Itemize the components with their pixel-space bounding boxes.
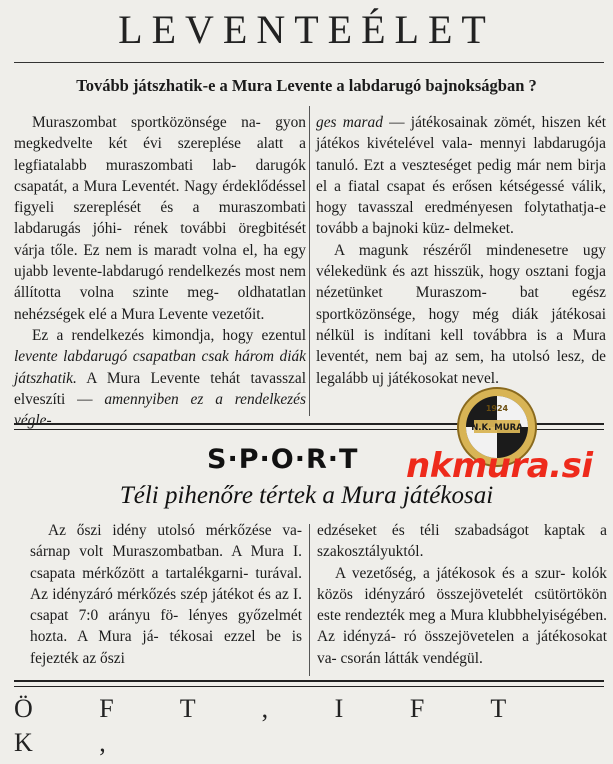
text-line: Az őszi idény utolsó mérkőzése va- <box>48 522 302 539</box>
text-line: bat egész sportközönsége, hogy még <box>316 284 606 323</box>
text-line: kolók közös idényzáró összejövetelét <box>317 564 607 603</box>
article2-headline: Téli pihenőre tértek a Mura játékosai <box>119 482 494 509</box>
italic-text: levente labdarugó csapatban <box>14 348 196 366</box>
text-line: most nem állította volna szinte meg- <box>14 263 306 302</box>
text-line: A magunk részéről mindenesetre <box>334 241 569 259</box>
masthead-title: LEVENTEÉLET <box>118 7 495 52</box>
text-line: uj játékosokat nevel. <box>372 369 499 387</box>
cutoff-text: Ö F T , I F T K , <box>14 694 536 757</box>
italic-text: ges marad <box>316 114 383 131</box>
column-divider <box>309 106 310 416</box>
text-line: csorán látták vendégül. <box>340 649 483 667</box>
text-line: Muraszombat sportközönsége na- <box>32 114 261 131</box>
text-line: delmeket. <box>453 220 514 238</box>
text-line: I. csapata mérkőzött a tartalékgarni- <box>30 543 302 582</box>
text-line: továbbra is a Mura leventét, nem baj <box>316 326 606 366</box>
text-line: a fiatal csapat és erősen kétségessé <box>334 177 565 195</box>
text-line: Levente tehát tavasszal elveszíti — <box>14 369 306 408</box>
cutoff-next-headline <box>14 694 604 757</box>
masthead-rule <box>14 62 604 63</box>
text-line: lényes győzelmét hozta. A Mura já- <box>30 607 302 646</box>
text-line: edzéseket és téli szabadságot kaptak <box>317 522 586 539</box>
text-line: ezentul <box>261 326 306 344</box>
text-line: turával. Az idényzáró mérkőzés szép <box>30 564 302 603</box>
article1-right-column <box>316 112 606 389</box>
logo-year: 1924 <box>485 404 509 413</box>
article1-paragraph-1 <box>14 112 306 325</box>
article2-paragraph-3 <box>317 563 607 669</box>
article1-headline: Tovább játszhatik-e a Mura Levente a labdarugó bajnokságban ? <box>76 76 537 95</box>
text-line: sárnap volt Muraszombatban. A Mura <box>30 543 284 561</box>
text-line: Nagy érdeklődéssel figyeli szereplését <box>14 177 306 217</box>
text-line: ugy vélekedünk és azt hisszük, hogy <box>316 241 606 281</box>
section-divider <box>14 680 604 687</box>
article1-left-column <box>14 112 306 431</box>
text-line: gyon megkedvelte két évi szereplése <box>14 114 306 153</box>
text-line: A Mura <box>76 369 141 387</box>
text-line: a szakosztályuktól. <box>317 522 607 561</box>
text-line: rének további öregbitését várja tőle. <box>14 220 306 259</box>
text-line: Levente vezetőit. <box>158 305 265 323</box>
text-line: Mura klubbhelyiségében. Az idényzá- <box>317 607 607 646</box>
logo-name: N.K. MURA <box>471 423 523 433</box>
text-line: folytathatja-e tovább a bajnoki küz- <box>316 199 606 238</box>
article2-right-column <box>317 520 607 669</box>
text-line: — játékosainak zömét, <box>382 114 536 131</box>
text-line: ujabb levente-labdarugó rendelkezés <box>14 263 241 281</box>
sport-section-title: S·P·O·R·T <box>207 444 359 475</box>
text-line: válik, hogy tavasszal eredményesen <box>316 177 606 217</box>
article1-paragraph-3 <box>316 112 606 240</box>
text-line: Ez nem is maradt volna el, ha egy <box>83 241 306 259</box>
article1-paragraph-4 <box>316 240 606 389</box>
text-line: ró összejövetelen a játékosokat va- <box>317 628 607 667</box>
article2-paragraph-2 <box>317 520 607 563</box>
text-line: hiszen két játékos kivételével vala- <box>316 114 606 153</box>
text-line: csütörtökön este rendezték meg a <box>317 585 607 625</box>
text-line: osztani fogja nézetünket Muraszom- <box>316 263 606 302</box>
text-line: oldhatatlan nehézségek elé a Mura <box>14 284 306 323</box>
text-line: veszteséget pedig már nem birja el <box>316 156 606 195</box>
text-line: alatt a legfiatalabb muraszombati lab- <box>14 135 306 174</box>
article1-paragraph-2 <box>14 325 306 431</box>
italic-text: amennyiben ez a rendelkezés végle- <box>14 390 306 430</box>
text-line: az sem, ha utolsó lesz, de legalább <box>316 348 606 387</box>
text-line: játékot és az I. csapat 7:0 arányu fö- <box>30 585 302 625</box>
text-line: és a muraszombati labdarugás jóhi- <box>14 199 306 238</box>
text-line: darugók csapatát, a Mura Leventét. <box>14 156 306 195</box>
article2-left-column <box>30 520 302 669</box>
text-line: A vezetőség, a játékosok és a szur- <box>335 564 566 582</box>
text-line: Ez a rendelkezés kimondja, hogy <box>32 326 254 344</box>
column-divider <box>309 524 310 676</box>
italic-text: csak három diák játszhatik. <box>14 348 306 387</box>
text-line: tékosai ezzel be is fejezték az őszi <box>30 628 302 667</box>
article2-paragraph-1 <box>30 520 302 669</box>
text-line: mennyi labdarugója tanuló. Ezt a <box>316 135 606 174</box>
text-line: diák játékosai nélkül is indítani kell <box>316 305 606 344</box>
watermark-link[interactable]: nkmura.si <box>406 446 593 486</box>
